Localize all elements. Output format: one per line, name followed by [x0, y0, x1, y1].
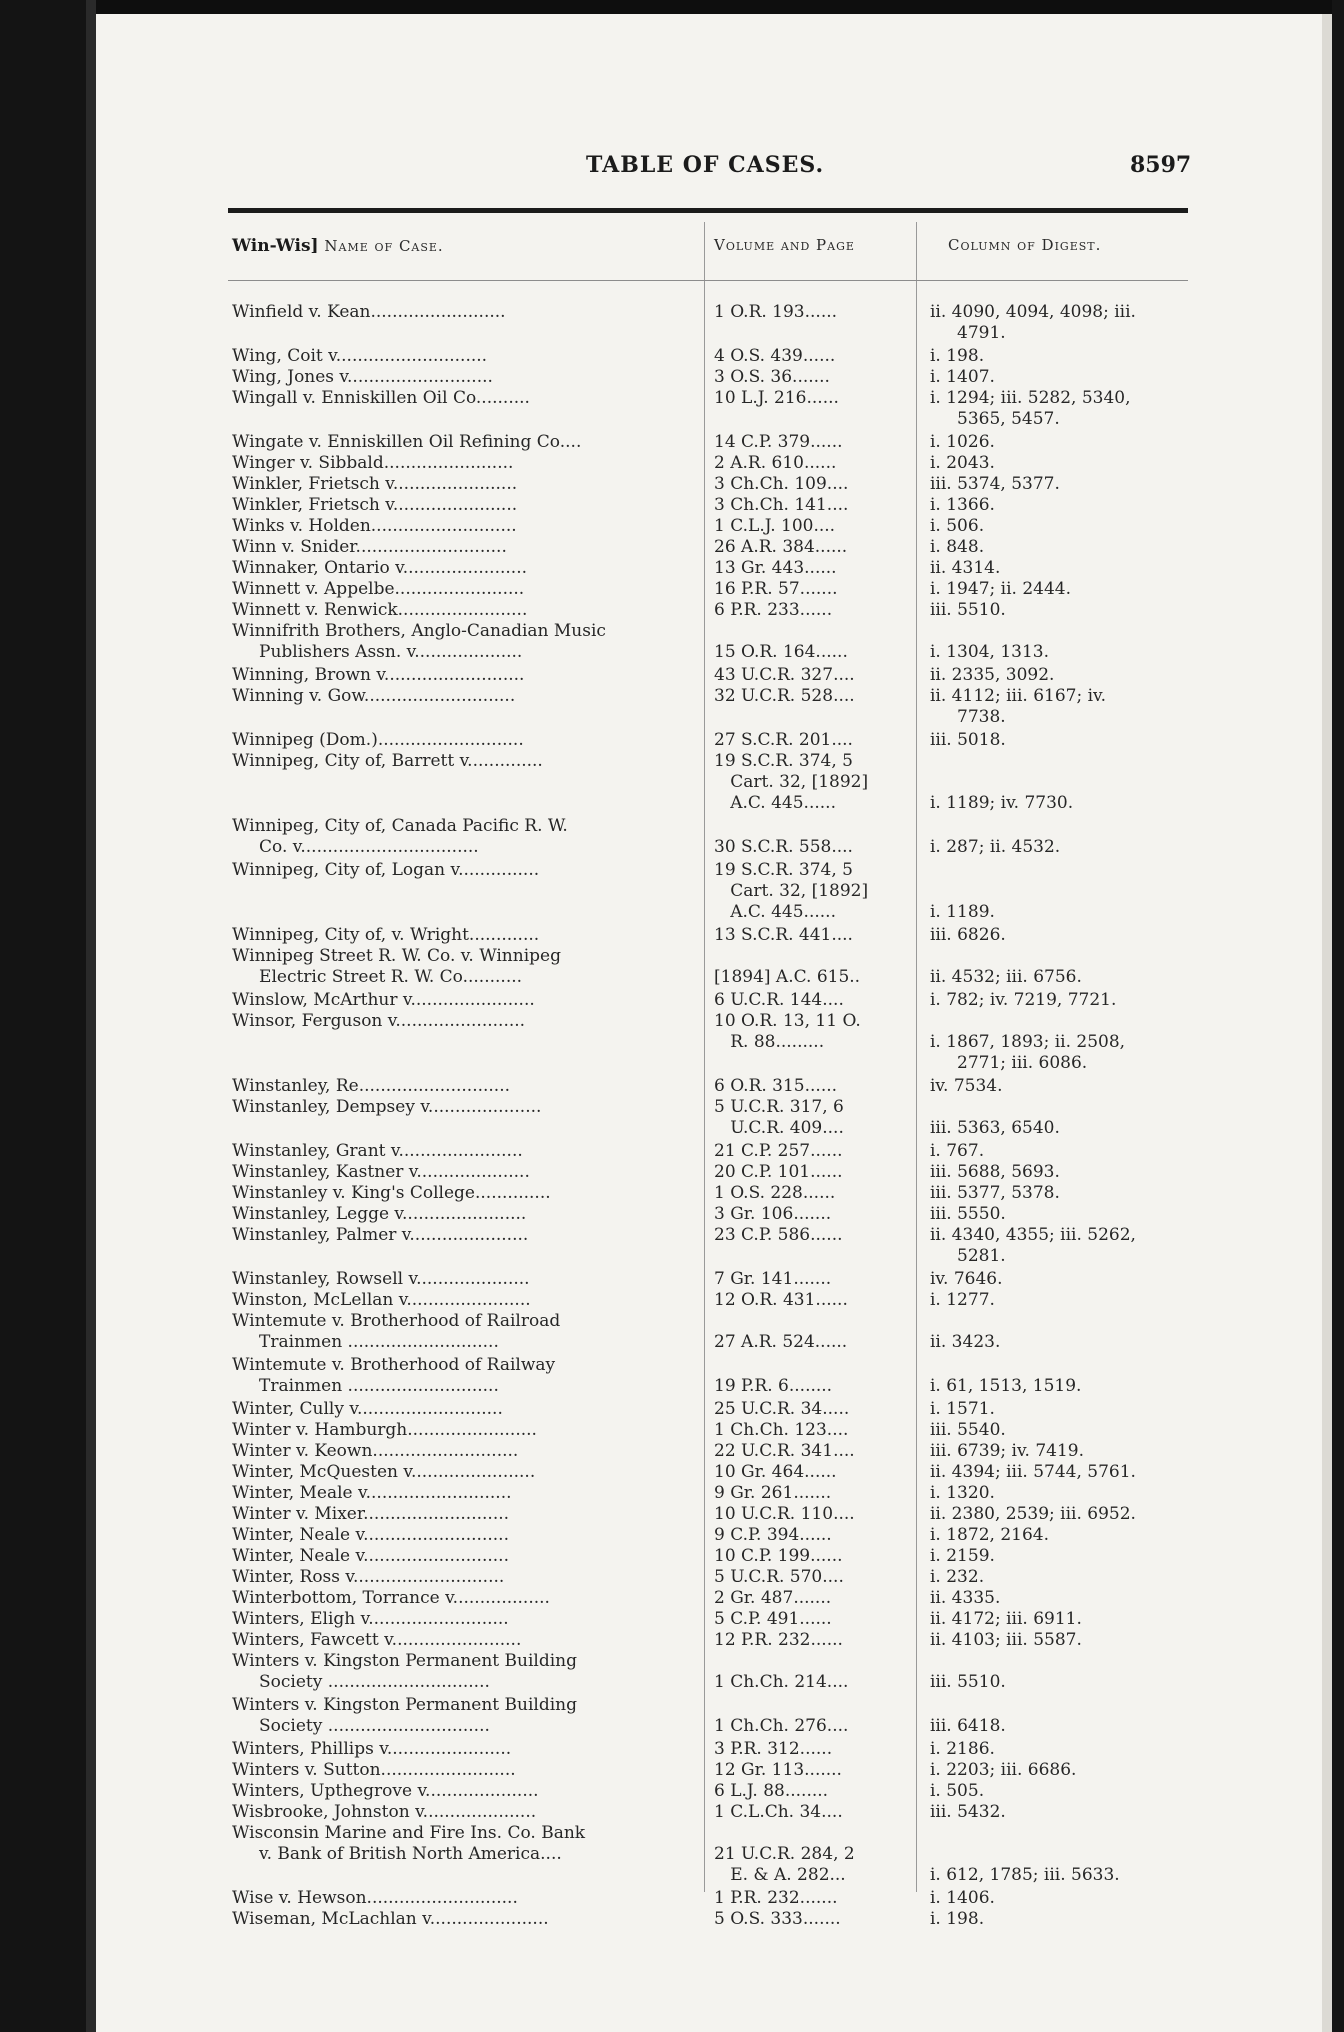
- case-name: Winkler, Frietsch v.......................: [232, 495, 518, 515]
- volume-page: 10 L.J. 216......: [714, 388, 839, 408]
- digest-column: i. 1407.: [930, 367, 995, 387]
- volume-page: 7 Gr. 141.......: [714, 1269, 832, 1289]
- volume-page: 1 Ch.Ch. 276....: [714, 1716, 849, 1736]
- case-name: Wiseman, McLachlan v......................: [232, 1909, 549, 1929]
- volume-page: 20 C.P. 101......: [714, 1162, 843, 1182]
- digest-column: iii. 5432.: [930, 1802, 1006, 1822]
- digest-column: ii. 4090, 4094, 4098; iii. 4791.: [930, 302, 1136, 343]
- digest-column: i. 767.: [930, 1141, 985, 1161]
- digest-column: i. 1189.: [930, 902, 995, 922]
- volume-page: 22 U.C.R. 341....: [714, 1441, 855, 1461]
- case-name: Winnett v. Renwick........................: [232, 600, 528, 620]
- digest-column: i. 1294; iii. 5282, 5340, 5365, 5457.: [930, 388, 1131, 429]
- case-name: Winnipeg, City of, Logan v...............: [232, 860, 540, 880]
- volume-page: 3 Gr. 106.......: [714, 1204, 832, 1224]
- digest-column: i. 1277.: [930, 1290, 995, 1310]
- volume-page: 1 O.S. 228......: [714, 1183, 836, 1203]
- case-name: Winkler, Frietsch v.......................: [232, 474, 518, 494]
- case-name: Winstanley, Grant v.......................: [232, 1141, 523, 1161]
- column-divider-2: [916, 222, 917, 1892]
- volume-page: 2 Gr. 487.......: [714, 1588, 832, 1608]
- volume-page: 9 C.P. 394......: [714, 1525, 832, 1545]
- volume-page: 14 C.P. 379......: [714, 432, 843, 452]
- digest-column: ii. 4394; iii. 5744, 5761.: [930, 1462, 1136, 1482]
- case-name: Winnipeg, City of, Canada Pacific R. W. Co. v.................................: [232, 816, 568, 857]
- case-name: Winters, Upthegrove v.....................: [232, 1781, 539, 1801]
- scan-right-border: [1332, 0, 1344, 2032]
- volume-page: 3 O.S. 36.......: [714, 367, 830, 387]
- digest-column: ii. 3423.: [930, 1332, 1001, 1352]
- case-name: Winter v. Mixer...........................: [232, 1504, 510, 1524]
- case-name: Winks v. Holden...........................: [232, 516, 517, 536]
- volume-page: 3 Ch.Ch. 109....: [714, 474, 849, 494]
- digest-column: iii. 5688, 5693.: [930, 1162, 1060, 1182]
- digest-column: iii. 6418.: [930, 1716, 1006, 1736]
- digest-column: i. 1189; iv. 7730.: [930, 793, 1074, 813]
- digest-column: i. 1304, 1313.: [930, 642, 1049, 662]
- name-column-label: Name of Case.: [324, 237, 444, 255]
- case-name: Winter v. Keown...........................: [232, 1441, 519, 1461]
- volume-page: 6 O.R. 315......: [714, 1076, 838, 1096]
- volume-page: 19 S.C.R. 374, 5 Cart. 32, [1892] A.C. 445......: [714, 751, 869, 813]
- case-name: Winters, Fawcett v........................: [232, 1630, 522, 1650]
- case-name: Winstanley v. King's College..............: [232, 1183, 551, 1203]
- case-name: Winstanley, Legge v.......................: [232, 1204, 527, 1224]
- digest-column: iii. 5363, 6540.: [930, 1118, 1060, 1138]
- case-name: Winnett v. Appelbe........................: [232, 579, 525, 599]
- digest-column: iii. 5374, 5377.: [930, 474, 1060, 494]
- digest-column: i. 198.: [930, 346, 985, 366]
- volume-page: 6 L.J. 88........: [714, 1781, 829, 1801]
- digest-column: iii. 5510.: [930, 600, 1006, 620]
- digest-column: iii. 5540.: [930, 1420, 1006, 1440]
- case-name: Wise v. Hewson............................: [232, 1888, 518, 1908]
- volume-page: 6 P.R. 233......: [714, 600, 833, 620]
- case-name: Winn v. Snider............................: [232, 537, 507, 557]
- volume-page: 25 U.C.R. 34.....: [714, 1399, 850, 1419]
- volume-page: 43 U.C.R. 327....: [714, 665, 855, 685]
- case-name: Winstanley, Re............................: [232, 1076, 511, 1096]
- volume-page: 5 O.S. 333.......: [714, 1909, 841, 1929]
- case-name: Winnipeg (Dom.)...........................: [232, 730, 524, 750]
- volume-page: 1 P.R. 232.......: [714, 1888, 838, 1908]
- case-name: Winston, McLellan v.......................: [232, 1290, 531, 1310]
- volume-page: 21 C.P. 257......: [714, 1141, 843, 1161]
- digest-column: ii. 4172; iii. 6911.: [930, 1609, 1082, 1629]
- case-name: Winter v. Hamburgh........................: [232, 1420, 537, 1440]
- volume-page: 15 O.R. 164......: [714, 642, 848, 662]
- digest-column: i. 506.: [930, 516, 985, 536]
- digest-column: ii. 4103; iii. 5587.: [930, 1630, 1082, 1650]
- digest-column: iii. 5377, 5378.: [930, 1183, 1060, 1203]
- digest-column: i. 1026.: [930, 432, 995, 452]
- digest-column: iii. 5018.: [930, 730, 1006, 750]
- volume-page: 13 Gr. 443......: [714, 558, 837, 578]
- case-name: Winnipeg, City of, Barrett v..............: [232, 751, 543, 771]
- volume-page: 19 P.R. 6........: [714, 1376, 833, 1396]
- volume-page: 5 U.C.R. 570....: [714, 1567, 844, 1587]
- scan-left-border: [0, 0, 90, 2032]
- digest-column: i. 1947; ii. 2444.: [930, 579, 1071, 599]
- case-name: Wisconsin Marine and Fire Ins. Co. Bank v. Bank of British North America....: [232, 1823, 586, 1864]
- case-name: Winters, Phillips v.......................: [232, 1739, 512, 1759]
- digest-column: ii. 2380, 2539; iii. 6952.: [930, 1504, 1136, 1524]
- digest-column: i. 2159.: [930, 1546, 995, 1566]
- volume-page: 32 U.C.R. 528....: [714, 686, 855, 706]
- volume-page: 1 C.L.Ch. 34....: [714, 1802, 843, 1822]
- volume-page: 12 O.R. 431......: [714, 1290, 848, 1310]
- digest-column: i. 2186.: [930, 1739, 995, 1759]
- digest-column: i. 782; iv. 7219, 7721.: [930, 990, 1117, 1010]
- digest-column: i. 505.: [930, 1781, 985, 1801]
- digest-column: i. 612, 1785; iii. 5633.: [930, 1865, 1120, 1885]
- case-name: Winters v. Sutton.........................: [232, 1760, 516, 1780]
- digest-column: ii. 4532; iii. 6756.: [930, 967, 1082, 987]
- case-name: Winterbottom, Torrance v..................: [232, 1588, 550, 1608]
- digest-column: iii. 5510.: [930, 1672, 1006, 1692]
- volume-page: 6 U.C.R. 144....: [714, 990, 844, 1010]
- volume-page: 27 S.C.R. 201....: [714, 730, 853, 750]
- digest-column: ii. 4340, 4355; iii. 5262, 5281.: [930, 1225, 1136, 1266]
- volume-page: 10 C.P. 199......: [714, 1546, 843, 1566]
- digest-column: ii. 2335, 3092.: [930, 665, 1055, 685]
- case-name: Winter, Meale v...........................: [232, 1483, 512, 1503]
- volume-page: 13 S.C.R. 441....: [714, 925, 853, 945]
- column-header-name: [232, 236, 444, 256]
- case-name: Wingall v. Enniskillen Oil Co..........: [232, 388, 530, 408]
- volume-page: 3 P.R. 312......: [714, 1739, 833, 1759]
- case-name: Winning v. Gow............................: [232, 686, 516, 706]
- volume-page: 19 S.C.R. 374, 5 Cart. 32, [1892] A.C. 445......: [714, 860, 869, 922]
- range-label: Win-Wis]: [232, 236, 319, 256]
- volume-page: 23 C.P. 586......: [714, 1225, 843, 1245]
- case-name: Winger v. Sibbald........................: [232, 453, 514, 473]
- scan-top-border: [0, 0, 1344, 14]
- digest-column: i. 848.: [930, 537, 985, 557]
- case-name: Winter, Ross v............................: [232, 1567, 505, 1587]
- case-name: Winsor, Ferguson v........................: [232, 1011, 526, 1031]
- volume-page: 5 U.C.R. 317, 6 U.C.R. 409....: [714, 1097, 844, 1138]
- case-name: Winters v. Kingston Permanent Building Society ..............................: [232, 1651, 577, 1692]
- book-spine-edge: [86, 0, 96, 2032]
- volume-page: 21 U.C.R. 284, 2 E. & A. 282...: [714, 1844, 855, 1885]
- case-name: Wing, Jones v...........................: [232, 367, 493, 387]
- case-name: Winnipeg Street R. W. Co. v. Winnipeg Electric Street R. W. Co...........: [232, 946, 561, 987]
- volume-page: 4 O.S. 439......: [714, 346, 836, 366]
- digest-column: iv. 7534.: [930, 1076, 1003, 1096]
- volume-page: 16 P.R. 57.......: [714, 579, 838, 599]
- volume-page: 3 Ch.Ch. 141....: [714, 495, 849, 515]
- volume-page: 1 Ch.Ch. 123....: [714, 1420, 849, 1440]
- digest-column: iv. 7646.: [930, 1269, 1003, 1289]
- digest-column: i. 2203; iii. 6686.: [930, 1760, 1077, 1780]
- column-header-volume: Volume and Page: [714, 236, 855, 254]
- case-name: Wingate v. Enniskillen Oil Refining Co....: [232, 432, 582, 452]
- volume-page: [1894] A.C. 615..: [714, 967, 861, 987]
- digest-column: i. 1320.: [930, 1483, 995, 1503]
- volume-page: 10 Gr. 464......: [714, 1462, 837, 1482]
- digest-column: i. 287; ii. 4532.: [930, 837, 1061, 857]
- digest-column: i. 232.: [930, 1567, 985, 1587]
- digest-column: i. 2043.: [930, 453, 995, 473]
- digest-column: i. 1406.: [930, 1888, 995, 1908]
- column-divider-1: [704, 222, 705, 1892]
- volume-page: 1 O.R. 193......: [714, 302, 838, 322]
- volume-page: 26 A.R. 384......: [714, 537, 848, 557]
- case-name: Winters v. Kingston Permanent Building Society ..............................: [232, 1695, 577, 1736]
- case-name: Winter, McQuesten v.......................: [232, 1462, 536, 1482]
- digest-column: iii. 6739; iv. 7419.: [930, 1441, 1085, 1461]
- volume-page: 2 A.R. 610......: [714, 453, 837, 473]
- digest-column: i. 1571.: [930, 1399, 995, 1419]
- digest-column: iii. 5550.: [930, 1204, 1006, 1224]
- volume-page: 5 C.P. 491......: [714, 1609, 832, 1629]
- digest-column: i. 1366.: [930, 495, 995, 515]
- digest-column: ii. 4112; iii. 6167; iv. 7738.: [930, 686, 1107, 727]
- page-number: 8597: [1130, 152, 1192, 178]
- volume-page: 12 P.R. 232......: [714, 1630, 843, 1650]
- case-name: Winter, Neale v...........................: [232, 1546, 509, 1566]
- case-name: Winfield v. Kean.........................: [232, 302, 506, 322]
- case-name: Winters, Eligh v..........................: [232, 1609, 509, 1629]
- page-edge-shadow: [1322, 14, 1332, 2032]
- case-name: Winnifrith Brothers, Anglo-Canadian Music Publishers Assn. v....................: [232, 621, 606, 662]
- volume-page: 30 S.C.R. 558....: [714, 837, 853, 857]
- case-name: Wisbrooke, Johnston v.....................: [232, 1802, 537, 1822]
- volume-page: 10 O.R. 13, 11 O. R. 88.........: [714, 1011, 861, 1052]
- digest-column: i. 1872, 2164.: [930, 1525, 1049, 1545]
- digest-column: i. 61, 1513, 1519.: [930, 1376, 1082, 1396]
- header-rule: [228, 208, 1188, 213]
- case-name: Wintemute v. Brotherhood of Railway Trainmen ............................: [232, 1355, 556, 1396]
- case-name: Winnipeg, City of, v. Wright.............: [232, 925, 540, 945]
- case-name: Winslow, McArthur v.......................: [232, 990, 535, 1010]
- digest-column: i. 1867, 1893; ii. 2508, 2771; iii. 6086.: [930, 1032, 1126, 1073]
- digest-column: iii. 6826.: [930, 925, 1006, 945]
- column-header-digest: Column of Digest.: [948, 236, 1102, 254]
- case-name: Winstanley, Rowsell v.....................: [232, 1269, 530, 1289]
- volume-page: 10 U.C.R. 110....: [714, 1504, 855, 1524]
- volume-page: 1 C.L.J. 100....: [714, 516, 836, 536]
- case-name: Winstanley, Kastner v.....................: [232, 1162, 530, 1182]
- case-name: Wing, Coit v............................: [232, 346, 488, 366]
- case-name: Winstanley, Palmer v......................: [232, 1225, 529, 1245]
- digest-column: ii. 4335.: [930, 1588, 1001, 1608]
- case-name: Winning, Brown v..........................: [232, 665, 525, 685]
- digest-column: i. 198.: [930, 1909, 985, 1929]
- case-name: Winstanley, Dempsey v.....................: [232, 1097, 542, 1117]
- case-name: Winnaker, Ontario v.......................: [232, 558, 528, 578]
- volume-page: 9 Gr. 261.......: [714, 1483, 832, 1503]
- case-name: Winter, Cully v...........................: [232, 1399, 503, 1419]
- case-name: Winter, Neale v...........................: [232, 1525, 509, 1545]
- column-header-rule: [228, 280, 1188, 281]
- digest-column: ii. 4314.: [930, 558, 1001, 578]
- page-title: TABLE OF CASES.: [586, 152, 825, 178]
- case-name: Wintemute v. Brotherhood of Railroad Trainmen ............................: [232, 1311, 561, 1352]
- volume-page: 12 Gr. 113.......: [714, 1760, 842, 1780]
- volume-page: 27 A.R. 524......: [714, 1332, 848, 1352]
- volume-page: 1 Ch.Ch. 214....: [714, 1672, 849, 1692]
